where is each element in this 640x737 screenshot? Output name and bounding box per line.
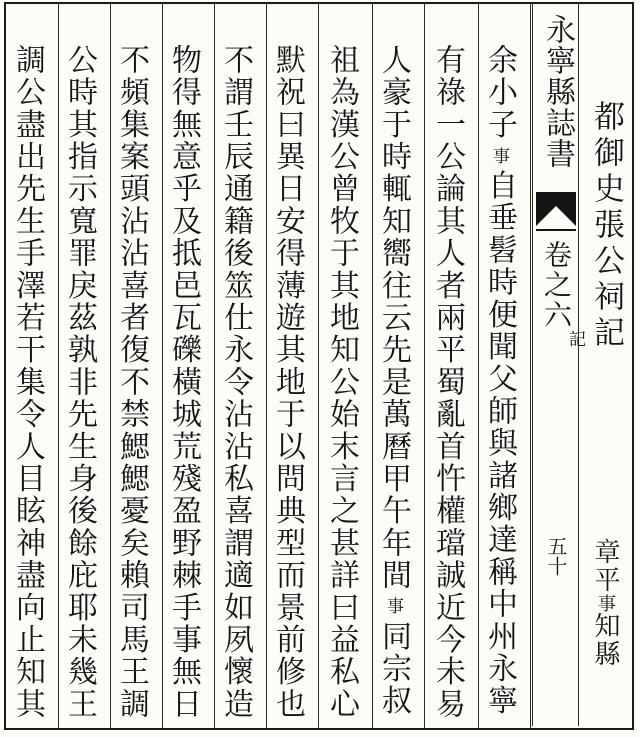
column-text: 物得無意乎及抵邑瓦礫橫城荒殘盈野棘手事無日 xyxy=(166,44,201,721)
gutter-side-mark: 記 xyxy=(565,330,585,347)
column-rule xyxy=(318,4,319,728)
author-prefix: 章平 xyxy=(590,538,620,594)
author-line xyxy=(592,538,618,668)
column-rule xyxy=(424,4,425,728)
author-rest: 知縣 xyxy=(590,612,620,668)
center-gutter xyxy=(532,4,578,726)
column-text: 不頻集案頭沾沾喜者復不禁鰓鰓憂矣賴司馬王調 xyxy=(114,44,149,721)
column-rule xyxy=(530,4,531,728)
column-text: 人豪于時輒知嚮往云先是萬曆甲午年間 xyxy=(376,44,411,592)
column-rule xyxy=(162,4,163,728)
column-text: 不謂壬辰通籍後筮仕永令沾沾私喜謂適如夙懷造 xyxy=(218,44,253,721)
column-text: 祖為漢公曾牧于其地知公始末言之甚詳曰益私心 xyxy=(324,44,359,721)
column-text: 調公盡出先生手澤若干集令人目眩神盡向止知其 xyxy=(10,44,45,721)
column-rule xyxy=(478,4,479,728)
column-text: 余小子 xyxy=(482,44,517,141)
fishtail-ornament xyxy=(536,192,576,232)
column-rule xyxy=(266,4,267,728)
text-column xyxy=(114,44,149,721)
column-rule xyxy=(372,4,373,728)
text-column xyxy=(62,44,97,721)
page-number: 五十 xyxy=(544,536,568,576)
interlinear-note: 事 xyxy=(489,146,509,164)
column-text: 自垂髫時便聞父師與諸鄉達稱中州永寧 xyxy=(482,169,517,718)
text-column xyxy=(270,44,305,721)
text-column xyxy=(324,44,359,721)
author-small: 事 xyxy=(595,594,616,612)
text-column xyxy=(376,44,411,718)
gutter-left-rule xyxy=(532,4,533,726)
text-column xyxy=(218,44,253,721)
column-text: 公時其指示寬罪戾茲孰非先生身後餘庇耶未幾王 xyxy=(62,44,97,721)
volume-label: 卷之六 xyxy=(540,240,573,330)
column-rule xyxy=(58,4,59,728)
column-text: 同宗叔 xyxy=(376,620,411,718)
text-column xyxy=(166,44,201,721)
text-column xyxy=(430,44,465,721)
book-title: 永寧縣誌書 xyxy=(540,14,575,169)
text-column xyxy=(482,44,517,718)
interlinear-note: 事 xyxy=(383,597,403,615)
gutter-right-rule xyxy=(578,4,579,726)
column-rule xyxy=(110,4,111,728)
text-column xyxy=(10,44,45,721)
column-text: 默祝曰異日安得薄遊其地于以問典型而景前修也 xyxy=(270,44,305,721)
column-rule xyxy=(214,4,215,728)
essay-title: 都御史張公祠記 xyxy=(588,100,624,352)
column-text: 有祿一公論其人者兩平蜀亂首忤權璫誠近今未易 xyxy=(430,44,465,721)
